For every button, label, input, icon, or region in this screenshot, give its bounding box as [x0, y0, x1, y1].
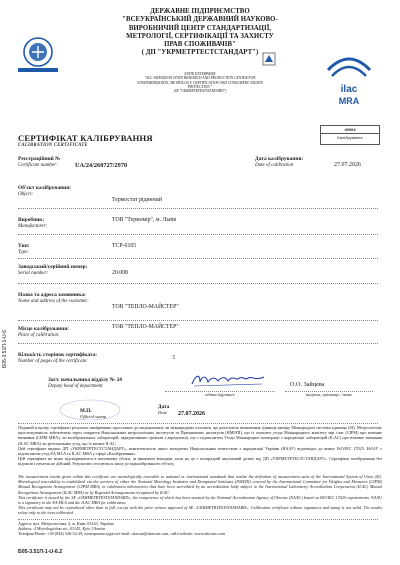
field-value: ТСР-0105	[112, 243, 137, 249]
divider	[18, 519, 378, 520]
signatory-position	[48, 377, 122, 389]
field-label-en: Serial number:	[18, 271, 49, 276]
field-pages	[18, 352, 97, 364]
field-value: 3	[172, 355, 175, 361]
field-label-en: Name and address of the customer:	[18, 299, 89, 304]
divider	[18, 208, 378, 209]
field-value: ТОВ "Термомір", м. Львів	[112, 217, 177, 223]
field-label-en: Type:	[18, 250, 30, 255]
paragraph: Поданий в цьому сертифікаті результат вимірювань простежені до національних чи міжнародних еталонів, що реалізують визначення одиниць виміру Міжнародної системи одиниць (SI). Метрологічну простежуваність забезпечено через покриття Національних метрологічних інститутів та Призначених інститутів (НМІ/ПІ), що їх охоплює угода Міжнародного комітету мір і ваг (CIPM) про взаємне визнання (CIPM MRA), чи калібрувальних лабораторій, акредитованих органом з акредитації, що є підписантом Угоди Міжнародної кооперації з акредитації лабораторій (ILAC) про взаємне визнання (ILAC MRA) чи регіональних угод, що їх визнає ILAC.	[18, 425, 382, 446]
traceability-text-uk	[18, 425, 382, 467]
divider	[18, 320, 378, 321]
footer-contacts	[18, 521, 225, 537]
ilac-mra-logo	[320, 42, 378, 122]
sign-date-value: 27.07.2026	[178, 411, 205, 417]
svg-text:ilac: ilac	[340, 84, 358, 95]
field-label: Кількість сторінок сертифіката:	[18, 352, 98, 358]
issuer-line: "ВСЕУКРАЇНСЬКИЙ ДЕРЖАВНИЙ НАУКОВО-	[122, 16, 278, 24]
position-en: Deputy head of department	[48, 384, 103, 389]
field-label-en: Object:	[18, 192, 33, 197]
title-en: CALIBRATION CERTIFICATE	[18, 143, 88, 148]
stamp-label	[80, 408, 106, 419]
field-label: Виробник:	[18, 217, 45, 223]
paragraph: Цей сертифікат не може відтворюватися в неповному обсязі, за винятком випадків, коли на це є попередній письмовий дозвіл від ДП «УКРМЕТРТЕСТСТАНДАРТ». Сертифікат калібрування без підписів і печаток не дійсний. Результати стосуються лише до відкаліброваного об'єкту.	[18, 456, 382, 467]
field-serial	[18, 264, 87, 276]
divider	[18, 423, 378, 424]
reg-label-uk: Реєстраційний №	[18, 156, 61, 162]
reg-label-en: Certificate number:	[18, 163, 58, 168]
date-label-uk: Дата калібрування:	[255, 156, 304, 162]
field-manufacturer	[18, 217, 47, 229]
field-value: 20.008	[112, 270, 128, 276]
signatory-name: О.О. Зайцева	[290, 381, 325, 388]
issuer-line: ДЕРЖАВНЕ ПІДПРИЄМСТВО	[150, 8, 250, 15]
title-uk: СЕРТИФІКАТ КАЛІБРУВАННЯ	[18, 133, 153, 143]
paragraph: This certificate is issued by the SE «UKRMETRTESTSTANDARD», the competence of which has been attested by the National Accreditation Agency of Ukraine (NAAU) based on ISO/IEC 17025 requirements. NAAU is a signatory to the EA MLA and the ILAC MRA for calibration.	[18, 494, 382, 506]
position-uk: Заст. начальника відділу № 24	[48, 377, 122, 383]
signature-caption: підпис/signature	[165, 391, 275, 397]
sign-date-label	[158, 404, 169, 415]
calibration-date: 27.07.2026	[334, 162, 361, 168]
reg-number-label	[18, 156, 61, 168]
divider	[18, 258, 378, 259]
field-type	[18, 243, 29, 255]
field-value: ТОВ "ТЕПЛО-МАЙСТЕР"	[112, 324, 179, 330]
divider	[18, 343, 378, 344]
field-label: Місце калібрування:	[18, 326, 69, 332]
field-value: ТОВ "ТЕПЛО-МАЙСТЕР"	[112, 304, 179, 310]
date-label-en: Date of calibration	[255, 163, 294, 168]
reg-number-value: UA/24/260727/2970	[75, 162, 128, 169]
stamp-en: Official stamp	[80, 414, 107, 419]
field-label: Об'єкт калібрування:	[18, 185, 71, 191]
issuer-line: ВИРОБНИЧИЙ ЦЕНТР СТАНДАРТИЗАЦІЇ,	[128, 24, 272, 32]
certificate-title	[18, 133, 153, 148]
issuer-name-uk	[95, 8, 305, 58]
field-label-en: Number of pages of the certificate:	[18, 359, 88, 364]
form-code: Б05-3.51П-1-U-6.2	[18, 549, 63, 555]
footer-phone: Телефон/Phone: +38 (044) 526-52-29, електронна адреса/e-mail: ukrcsm@ukrcsm.com, сайт/website: www.ukrcsm.com	[18, 531, 225, 537]
name-caption: ініціали, прізвище / name	[285, 391, 373, 397]
sign-date-uk: Дата	[158, 404, 170, 410]
field-label-en: Place of calibration:	[18, 333, 60, 338]
handwritten-signature	[188, 372, 268, 390]
sign-date-en: Date	[158, 410, 167, 415]
side-form-code: Б05-3.51П-1-U-6	[2, 329, 8, 368]
field-object	[18, 185, 71, 197]
issuer-line-en: STANDARDIZATION, METROLOGY, CERTIFICATION AND CONSUMERS' RIGHTS	[137, 80, 263, 85]
badge-label: Калібрування	[337, 135, 363, 140]
paragraph: Цей сертифікат видано ДП «УКРМЕТРТЕСТСТАНДАРТ», компетентність якого засвідчено Національним агентством з акредитації України (НААУ) відповідно до вимог ISO/IEC 17025. НААУ є підписантом угод EA MLA та ILAC MRA у сфері «Калібрування».	[18, 445, 382, 457]
footer-address-en: Address: 4 Metrologichna str., 03143, Kyiv, Ukraine	[18, 526, 106, 532]
field-customer	[18, 292, 89, 304]
issuer-name-en	[95, 72, 305, 93]
field-label: Назва та адреса замовника:	[18, 292, 86, 298]
issuer-line-en: STATE ENTERPRISE	[184, 72, 216, 76]
svg-text:MRA: MRA	[338, 96, 360, 106]
issuer-line-en: PROTECTION "	[187, 84, 213, 89]
stamp-uk: М.П.	[80, 408, 92, 414]
paragraph: The measurement results given within this certificate are metrologically traceable to national or international standards that realize the definition of measurement units of the International System of Units (SI). Metrological traceability is established via the services of either the National Metrology Institutes and Designated Institutes (NMI/DI) covered by the International Committee for Weights and Measures (CIPM) Mutual Recognition Arrangement (CIPM MRA) or calibration laboratories that have been accredited by an accreditation body subject to the International Laboratory Accreditation Cooperation (ILAC) Mutual Recognition Arrangement (ILAC MRA) or by Regional Arrangements recognized by ILAC.	[18, 474, 382, 495]
issuer-line: ПРАВ СПОЖИВАЧІВ"	[164, 41, 236, 49]
issuer-line: ( ДП "УКРМЕТРТЕСТСТАНДАРТ")	[141, 49, 259, 57]
divider	[18, 234, 378, 235]
field-place	[18, 326, 69, 338]
ukrmetr-logo	[14, 34, 62, 74]
field-label-en: Manufacturer:	[18, 224, 48, 229]
issuer-line-en: "ALL-UKRAINIAN STATE RESEARCH AND PRODUCTION CENTER FOR	[144, 76, 256, 81]
badge-number: 40004	[321, 126, 379, 134]
traceability-text-en	[18, 474, 382, 516]
accreditation-badge	[320, 125, 380, 145]
field-label: Тип:	[18, 243, 30, 249]
date-label	[255, 156, 303, 168]
field-value: Термостат рідинний	[112, 197, 162, 203]
field-label: Заводський/серійний номер:	[18, 264, 88, 270]
divider	[18, 283, 378, 284]
footer-address: Адреса: вул. Метрологічна, 4, м. Київ, 03143, Україна	[18, 521, 114, 526]
issuer-line: МЕТРОЛОГІЇ, СЕРТИФІКАЦІЇ ТА ЗАХИСТУ	[126, 32, 274, 40]
issuer-line-en: (SE "UKRMETRTESTSTANDARD")	[173, 89, 227, 94]
paragraph: This certificate may not be reproduced other than in full, except with the prior written approval of SE «UKRMETRTESTSTANDARD». Calibration certificate without signatures and stamp is not valid. The results relate only to the item calibrated.	[18, 505, 382, 516]
